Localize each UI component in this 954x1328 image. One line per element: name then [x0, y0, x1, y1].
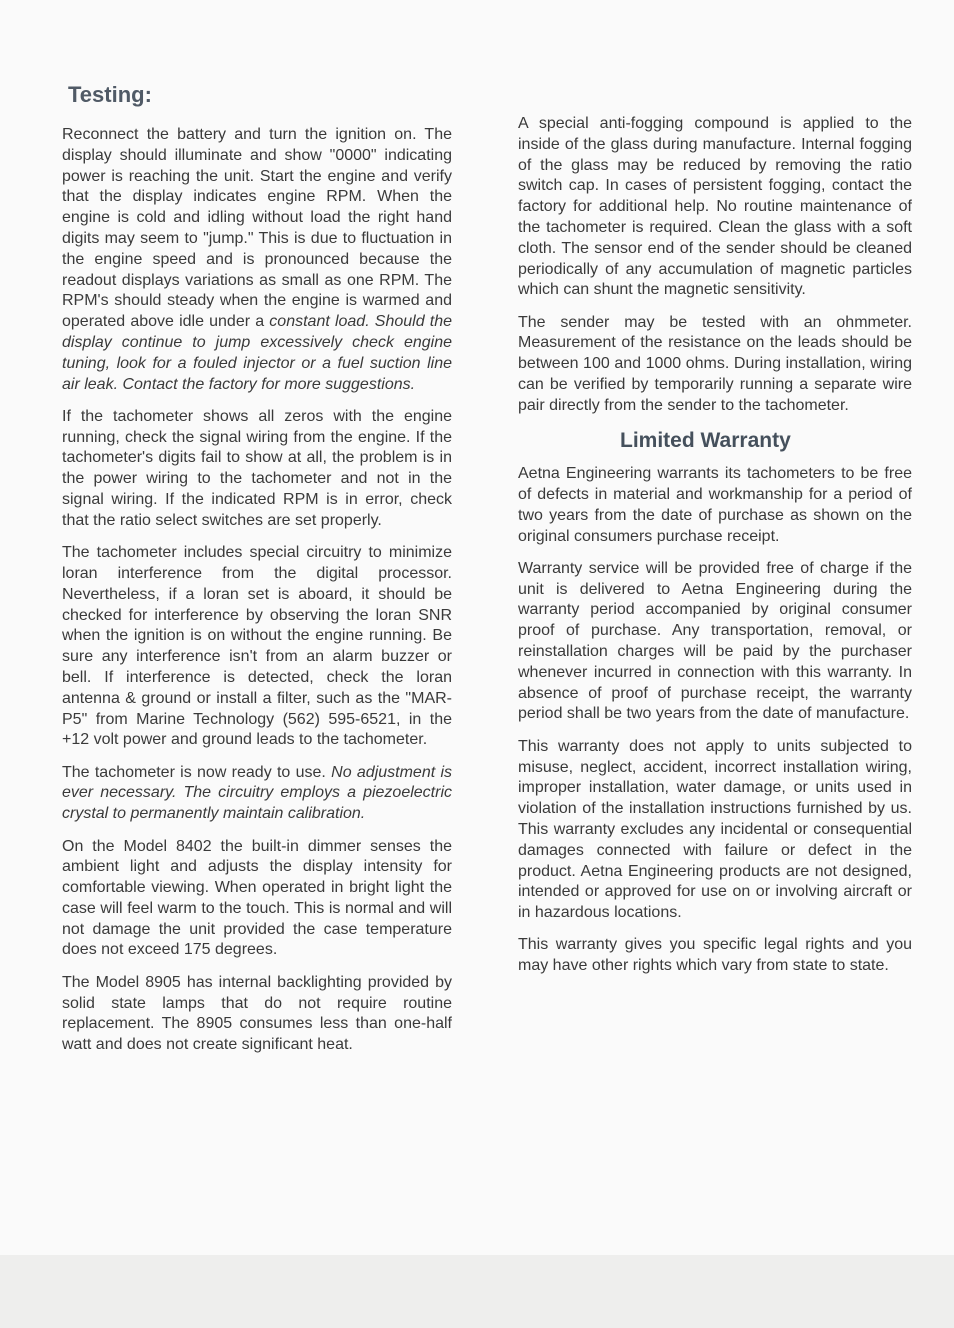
testing-paragraph-4-italic: No adjustment is ever necessary. The circuitry employs a piezoelectric crystal to permanently maintain calibration.	[62, 763, 453, 823]
left-column	[62, 80, 452, 1067]
sender-test-paragraph: The sender may be tested with an ohmmeter. Measurement of the resistance on the leads should be between 100 and 1000 ohms. During installation, wiring can be verified by temporarily running a separate wire pair directly from the sender to the tachometer.	[518, 313, 912, 414]
scan-bottom-edge	[0, 1255, 954, 1328]
testing-paragraph-3: The tachometer includes special circuitry to minimize loran interference from the digital processor. Nevertheless, if a loran set is aboard, it should be checked for interference by observing the loran SNR when the ignition is on without the engine running. Be sure any interference isn't from an alarm buzzer or bell. If interference is detected, check the loran antenna & ground or install a filter, such as the "MAR-P5" from Marine Technology (562) 595-6521, in the +12 volt power and ground leads to the tachometer.	[62, 544, 452, 749]
right-column	[518, 114, 912, 988]
maintenance-paragraph: A special anti-fogging compound is applied to the inside of the glass during manufacture. Internal fogging of the glass may be reduced by removing the ratio switch cap. In cases of persistent fogging, contact the factory for additional help. No routine maintenance of the tachometer is required. Clean the glass with a soft cloth. The sensor end of the sender should be cleaned periodically of any accumulation of magnetic particles which can shunt the magnetic sensitivity.	[518, 115, 912, 299]
warranty-paragraph-3: This warranty does not apply to units subjected to misuse, neglect, accident, incorrect installation wiring, improper installation, water damage, or units used in violation of the installation instructions furnished by us. This warranty excludes any incidental or consequential damages connected with failure or defect in the product. Aetna Engineering products are not designed, intended or approved for use on or involving aircraft or in hazardous locations.	[518, 737, 912, 922]
testing-paragraph-1-italic: constant load. Should the display continue to jump excessively check engine tuning, look for a fouled injector or a fuel suction line air leak. Contact the factory for more suggestions.	[62, 313, 453, 393]
warranty-paragraph-4: This warranty gives you specific legal rights and you may have other rights which vary from state to state.	[518, 936, 912, 975]
testing-paragraph-4-text: The tachometer is now ready to use.	[62, 763, 326, 781]
warranty-heading: Limited Warranty	[620, 429, 791, 453]
warranty-paragraph-1: Aetna Engineering warrants its tachometers to be free of defects in material and workmanship for a period of two years from the date of purchase as shown on the original consumers purchase receipt.	[518, 465, 912, 545]
warranty-paragraph-2: Warranty service will be provided free of charge if the unit is delivered to Aetna Engineering during the warranty period accompanied by original consumer proof of purchase. Any transportation, removal, or reinstallation charges will be paid by the purchaser whenever incurred in connection with this warranty. In absence of proof of purchase receipt, the warranty period shall be two years from the date of manufacture.	[518, 559, 912, 723]
testing-paragraph-1-text: Reconnect the battery and turn the ignition on. The display should illuminate and show "0000" indicating power is reaching the unit. Start the engine and verify that the display indicates engine RPM. When the engine is cold and idling without load the right hand digits may seem to "jump." This is due to fluctuation in the engine speed and is pronounced because the readout displays variations as small as one RPM. The RPM's should steady when the engine is warmed and operated above idle under a	[62, 126, 452, 331]
testing-paragraph-2: If the tachometer shows all zeros with the engine running, check the signal wiring from the engine. If the tachometer's digits fail to show at all, the problem is in the power wiring to the tachometer and not in the signal wiring. If the indicated RPM is in error, check that the ratio select switches are set properly.	[62, 407, 452, 529]
testing-paragraph-4	[62, 763, 452, 825]
testing-paragraph-1	[62, 125, 452, 395]
testing-paragraph-5: On the Model 8402 the built-in dimmer senses the ambient light and adjusts the display intensity for comfortable viewing. When operated in bright light the case will feel warm to the touch. This is normal and will not damage the unit provided the case temperature does not exceed 175 degrees.	[62, 837, 452, 959]
testing-heading: Testing:	[68, 82, 152, 107]
testing-paragraph-6: The Model 8905 has internal backlighting provided by solid state lamps that do not require routine replacement. The 8905 consumes less than one-half watt and does not create significant heat.	[62, 973, 452, 1054]
